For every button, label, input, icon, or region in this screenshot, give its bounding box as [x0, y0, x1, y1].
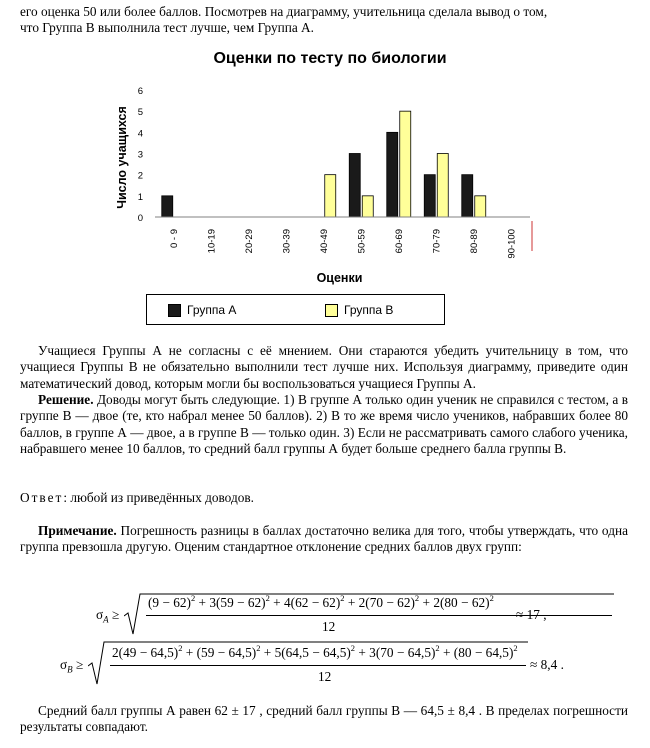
paragraph-note [20, 523, 628, 556]
chart-plot [110, 44, 550, 328]
chart-title: Оценки по тесту по биологии [213, 50, 447, 67]
mean-a-value: 62 ± 17 [214, 703, 256, 718]
sigma-a-result: ≈ 17 , [516, 607, 547, 622]
sigma-a-numerator: $(9 - 62)^2 + 3(59 - 62)^2 + 4(62 - 62)^2 + 2(70 - 62)^2 + 2(80 - 62)^2$ [148, 593, 494, 610]
answer-label: Ответ [20, 490, 64, 505]
x-tick-label: 30-39 [281, 229, 293, 254]
bar-group-a-6 [387, 132, 398, 217]
sigma-a-denominator: 12 [322, 619, 336, 634]
x-axis-label: Оценки [316, 271, 363, 285]
y-tick-label: 3 [137, 149, 143, 161]
x-tick-label: 70-79 [431, 229, 443, 254]
bar-group-a-5 [349, 154, 360, 218]
legend-swatch-group-a [168, 304, 181, 317]
y-tick-label: 1 [137, 191, 143, 203]
bar-chart [110, 44, 550, 328]
note-label: Примечание. [38, 523, 117, 538]
answer-text: : любой из приведённых доводов. [63, 490, 254, 505]
bar-group-a-0 [162, 196, 173, 217]
formula-sigma-a [96, 590, 566, 638]
sigma-a-lhs: $\sigma_A$ ≥ [96, 607, 120, 625]
mean-b-value: 64,5 ± 8,4 [420, 703, 476, 718]
bar-group-b-6 [400, 111, 411, 217]
intro-line-1: его оценка 50 или более баллов. Посмотрев на диаграмму, учительница сделала вывод о том, [20, 4, 548, 19]
chart-legend [146, 294, 445, 325]
x-tick-label: 20-29 [243, 229, 255, 254]
sigma-b-denominator: 12 [318, 669, 332, 684]
x-tick-label: 90-100 [506, 229, 518, 259]
question-text: Учащиеся Группы А не согласны с её мнением. Они стараются убедить учительницу в том, что учащиеся Группы В не обязательно выполнили тест лучше них. Используя диаграмму, приведите один математический довод, которым могли бы воспользоваться учащиеся Группы А. [20, 343, 628, 391]
y-tick-label: 5 [137, 107, 143, 119]
x-tick-label: 0 - 9 [168, 229, 180, 249]
y-tick-label: 6 [137, 86, 143, 97]
sigma-b-result: ≈ 8,4 . [530, 657, 564, 672]
paragraph-answer [20, 490, 628, 506]
bar-group-b-4 [325, 175, 336, 217]
y-tick-label: 2 [137, 170, 143, 182]
legend-item-group-a [168, 303, 236, 317]
y-axis-label: Число учащихся [115, 106, 129, 209]
intro-text [20, 4, 628, 37]
note-text: Погрешность разницы в баллах достаточно велика для того, чтобы утверждать, что одна группа превзошла другую. Оценим стандартное отклонение средних баллов двух групп: [20, 523, 628, 555]
bar-group-b-7 [437, 154, 448, 218]
x-tick-label: 50-59 [356, 229, 368, 254]
intro-line-2: что Группа В выполнила тест лучше, чем Группа А. [20, 20, 314, 36]
sigma-b-numerator: $2(49 - 64,5)^2 + (59 - 64,5)^2 + 5(64,5 - 64,5)^2 + 3(70 - 64,5)^2 + (80 - 64,5)^2$ [112, 643, 518, 660]
x-tick-label: 60-69 [393, 229, 405, 254]
conclusion-part-1: Средний балл группы А равен [38, 703, 215, 718]
y-tick-label: 4 [137, 128, 143, 140]
sigma-b-lhs: $\sigma_B$ ≥ [60, 657, 84, 675]
paragraph-conclusion [20, 703, 628, 736]
legend-label-group-b: Группа В [344, 303, 394, 317]
bar-group-a-7 [424, 175, 435, 217]
y-tick-label: 0 [137, 213, 143, 224]
solution-label: Решение. [38, 392, 94, 407]
formula-sigma-b [60, 640, 620, 688]
legend-label-group-a: Группа А [187, 303, 237, 317]
bar-group-b-5 [362, 196, 373, 217]
paragraph-solution [20, 392, 628, 457]
conclusion-part-3: . В пределах погрешности результаты совпадают. [20, 703, 629, 735]
x-tick-label: 40-49 [318, 229, 330, 254]
bar-group-a-8 [462, 175, 473, 217]
bar-group-b-8 [475, 196, 486, 217]
legend-item-group-b [325, 303, 393, 317]
x-tick-label: 80-89 [468, 229, 480, 254]
x-tick-label: 10-19 [206, 229, 218, 254]
paragraph-question [20, 343, 628, 392]
solution-text: Доводы могут быть следующие. 1) В группе А только один ученик не справился с тестом, а в группе В — двое (те, кто набрал менее 50 баллов). 2) В то же время число учеников, набравших более 80 баллов, в группе А — двое, а в группе В — только один. 3) Если не рассматривать самого слабого ученика, набравшего менее 10 баллов, то средний балл группы А будет больше среднего балла группы В. [20, 392, 628, 456]
legend-swatch-group-b [325, 304, 338, 317]
conclusion-part-2: , средний балл группы В — [255, 703, 421, 718]
